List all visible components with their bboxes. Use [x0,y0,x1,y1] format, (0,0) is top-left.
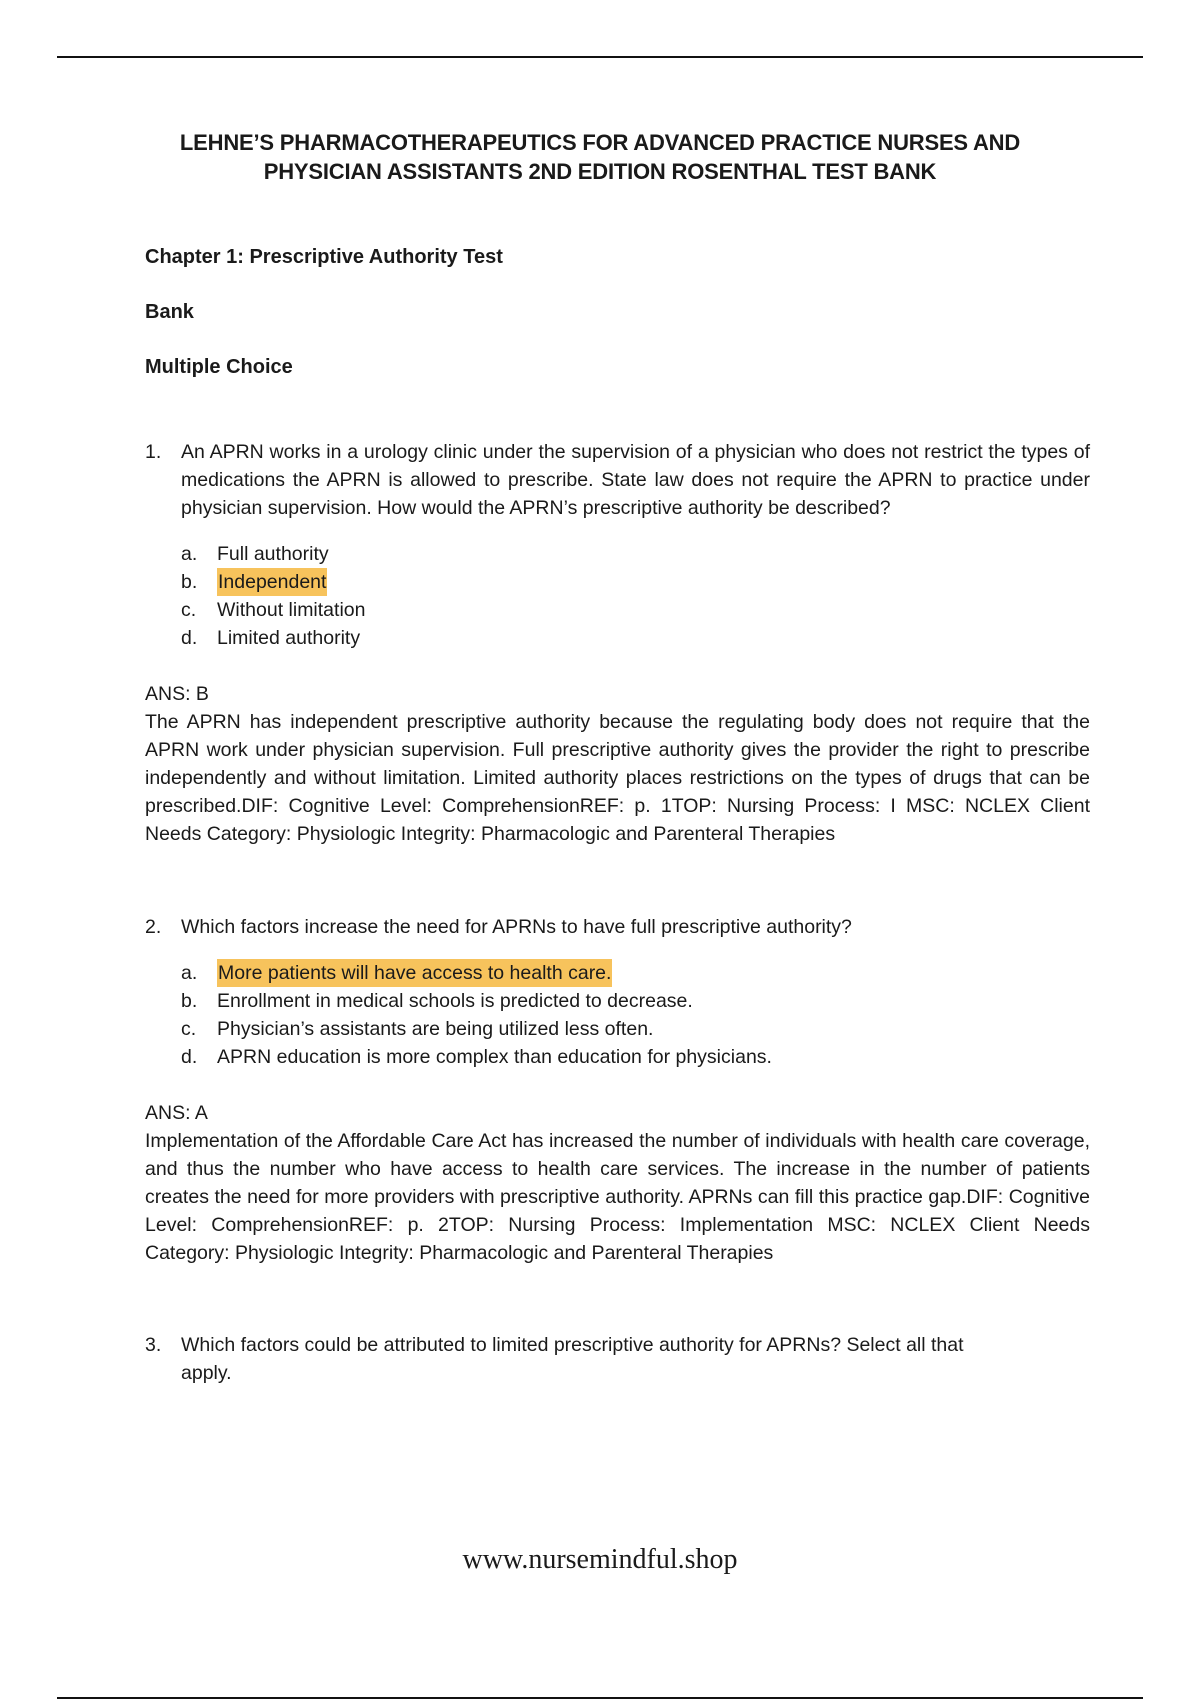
answer-label: ANS: B [145,683,209,705]
question-number: 1. [145,441,162,463]
option-text: Without limitation [217,599,366,621]
option-text: APRN education is more complex than education for physicians. [217,1046,772,1068]
option-text: Full authority [217,543,329,565]
option-letter: a. [181,543,198,565]
question-number: 3. [145,1334,162,1356]
title-line-1: LEHNE’S PHARMACOTHERAPEUTICS FOR ADVANCED PRACTICE NURSES AND [179,130,1021,155]
answer-label: ANS: A [145,1102,208,1124]
answer-options [181,959,1090,1071]
title-line-2: PHYSICIAN ASSISTANTS 2ND EDITION ROSENTHAL TEST BANK [263,159,937,184]
question-2 [145,913,1090,1267]
question-3 [145,1331,965,1387]
question-text: An APRN works in a urology clinic under the supervision of a physician who does not restrict the types of medications the APRN is allowed to prescribe. State law does not require the APRN to practice under physician supervision. How would the APRN’s prescriptive authority be described? [181,441,1090,519]
option-d [181,624,1090,652]
option-letter: d. [181,627,198,649]
option-text: Enrollment in medical schools is predicted to decrease. [217,990,693,1012]
footer-url: www.nursemindful.shop [462,1544,738,1575]
option-b [181,568,1090,596]
option-letter: b. [181,571,198,593]
option-a [181,959,1090,987]
option-d [181,1043,1090,1071]
option-letter: a. [181,962,198,984]
option-a [181,540,1090,568]
section-heading: Multiple Choice [145,356,293,378]
question-text: Which factors could be attributed to limited prescriptive authority for APRNs? Select all that apply. [181,1334,964,1384]
option-text: Limited authority [217,627,361,649]
question-1 [145,438,1090,848]
option-text: Physician’s assistants are being utilized less often. [217,1018,654,1040]
option-letter: c. [181,1018,197,1040]
document-title [100,128,1100,186]
rationale-text: Implementation of the Affordable Care Act has increased the number of individuals with health care coverage, and thus the number who have access to health care services. The increase in the number of patients creates the need for more providers with prescriptive authority. APRNs can fill this practice gap.DIF: Cognitive Level: ComprehensionREF: p. 2TOP: Nursing Process: Implementation MSC: NCLEX Client Needs Category: Physiologic Integrity: Pharmacologic and Parenteral Therapies [145,1130,1090,1264]
question-number: 2. [145,916,162,938]
option-c [181,1015,1090,1043]
option-b [181,987,1090,1015]
option-letter: c. [181,599,197,621]
option-text-highlighted: Independent [217,568,327,596]
question-text: Which factors increase the need for APRNs to have full prescriptive authority? [181,916,852,938]
option-letter: d. [181,1046,198,1068]
option-letter: b. [181,990,198,1012]
option-c [181,596,1090,624]
top-rule [57,56,1143,58]
bank-heading: Bank [145,301,194,323]
bottom-rule [57,1697,1143,1699]
rationale-text: The APRN has independent prescriptive authority because the regulating body does not require that the APRN work under physician supervision. Full prescriptive authority gives the provider the right to prescribe independently and without limitation. Limited authority places restrictions on the types of drugs that can be prescribed.DIF: Cognitive Level: ComprehensionREF: p. 1TOP: Nursing Process: I MSC: NCLEX Client Needs Category: Physiologic Integrity: Pharmacologic and Parenteral Therapies [145,711,1090,845]
chapter-heading: Chapter 1: Prescriptive Authority Test [145,246,503,268]
answer-options [181,540,1090,652]
option-text-highlighted: More patients will have access to health care. [217,959,612,987]
